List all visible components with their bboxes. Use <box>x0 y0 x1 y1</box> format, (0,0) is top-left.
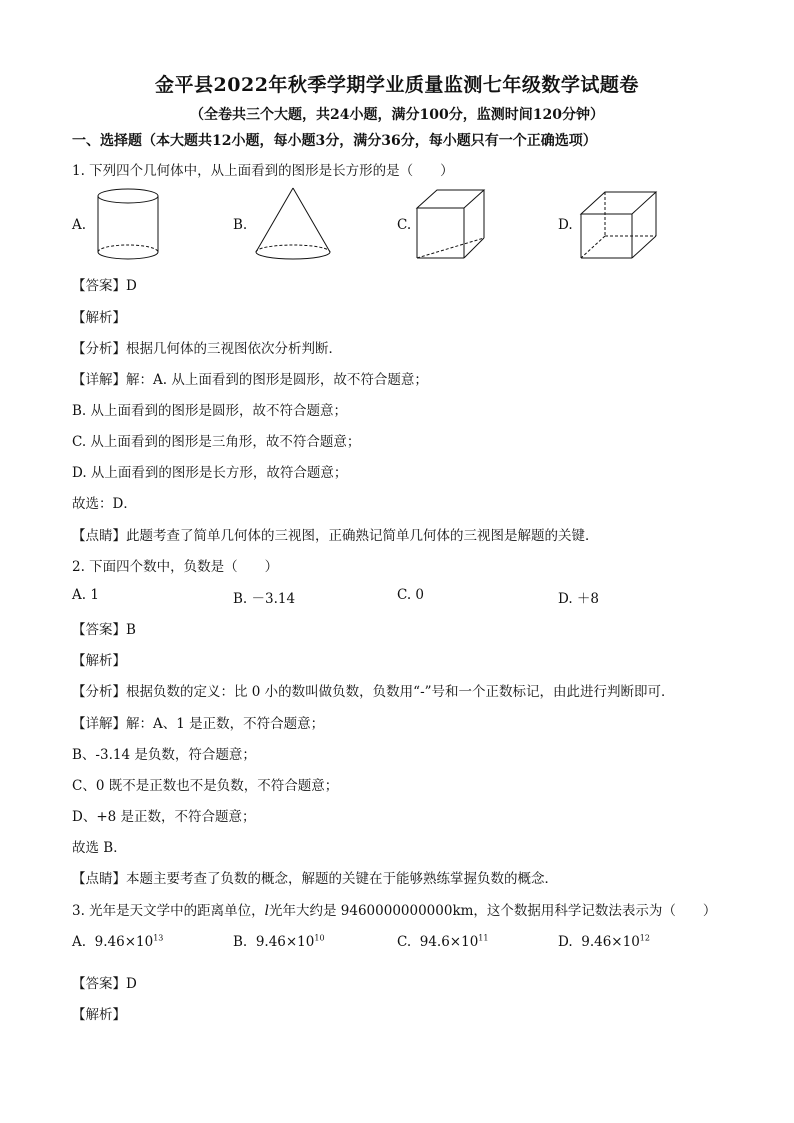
cuboid-figure <box>576 188 666 262</box>
q3-analysis-tag: 【解析】 <box>72 1007 126 1023</box>
option-exp: 12 <box>639 933 650 943</box>
dianjing-text: 此题考查了简单几何体的三视图，正确熟记简单几何体的三视图是解题的关键． <box>126 528 599 544</box>
q2-dianjing <box>72 867 558 887</box>
answer-tag: 【答案】 <box>72 976 126 992</box>
option-base: 94.6×10 <box>419 934 479 950</box>
option-base: 9.46×10 <box>255 934 315 950</box>
q3-stem-post: 光年大约是 9460000000000km，这个数据用科学记数法表示为（ ） <box>269 903 717 919</box>
xiangjie-tag: 【详解】 <box>72 372 126 388</box>
q1-line-d: D. 从上面看到的图形是长方形，故符合题意； <box>72 465 348 481</box>
q3-stem <box>72 899 716 919</box>
q1-analysis-tag: 【解析】 <box>72 310 126 326</box>
q2-line-d: D、+8 是正数，不符合题意； <box>72 809 256 825</box>
q3-option-b <box>233 934 325 950</box>
xiangjie-tag: 【详解】 <box>72 716 126 732</box>
q1-dianjing <box>72 524 599 544</box>
option-base: 9.46×10 <box>581 934 640 950</box>
fenxi-tag: 【分析】 <box>72 341 126 357</box>
q2-stem: 2. 下面四个数中，负数是（ ） <box>72 559 279 575</box>
q1-option-a-label: A. <box>72 217 87 233</box>
cylinder-figure <box>88 184 168 264</box>
fenxi-text: 根据几何体的三视图依次分析判断． <box>126 341 342 357</box>
q2-fenxi <box>72 680 675 700</box>
q2-answer <box>72 618 136 638</box>
q1-choice: 故选：D． <box>72 496 137 512</box>
answer-value: D <box>126 976 137 992</box>
q3-option-d <box>558 934 650 950</box>
answer-value: D <box>126 278 137 294</box>
option-label: A. <box>72 934 87 950</box>
option-label: C. <box>397 934 412 950</box>
option-label: B. <box>233 934 248 950</box>
fenxi-tag: 【分析】 <box>72 684 126 700</box>
dianjing-tag: 【点睛】 <box>72 528 126 544</box>
q2-line-c: C、0 既不是正数也不是负数，不符合题意； <box>72 778 339 794</box>
q1-line-c: C. 从上面看到的图形是三角形，故不符合题意； <box>72 434 361 450</box>
q1-option-c-label: C. <box>397 217 412 233</box>
q2-option-d: D. ＋8 <box>558 591 600 607</box>
q1-stem: 1. 下列四个几何体中，从上面看到的图形是长方形的是（ ） <box>72 163 454 179</box>
q2-xiangjie <box>72 712 324 732</box>
q3-stem-l: l <box>264 903 269 919</box>
q3-answer <box>72 972 137 992</box>
cone-figure <box>248 184 338 264</box>
q2-option-a: A. 1 <box>72 587 99 603</box>
q2-line-b: B、-3.14 是负数，符合题意； <box>72 747 256 763</box>
option-exp: 11 <box>478 933 489 943</box>
q2-choice: 故选 B． <box>72 840 127 856</box>
q1-fenxi <box>72 337 342 357</box>
triangular-prism-figure <box>412 186 492 262</box>
xiangjie-text: 解：A. 从上面看到的图形是圆形，故不符合题意； <box>126 372 428 388</box>
q2-analysis-tag: 【解析】 <box>72 653 126 669</box>
page-title: 金平县2022年秋季学期学业质量监测七年级数学试题卷 <box>155 74 639 96</box>
option-base: 9.46×10 <box>94 934 154 950</box>
page-subtitle: （全卷共三个大题，共24小题，满分100分，监测时间120分钟） <box>190 107 604 123</box>
q1-line-b: B. 从上面看到的图形是圆形，故不符合题意； <box>72 403 348 419</box>
q3-option-a <box>72 934 163 950</box>
option-exp: 13 <box>153 933 164 943</box>
answer-value: B <box>126 622 136 638</box>
answer-tag: 【答案】 <box>72 278 126 294</box>
section-heading: 一、选择题（本大题共12小题，每小题3分，满分36分，每小题只有一个正确选项） <box>72 133 597 149</box>
dianjing-text: 本题主要考查了负数的概念，解题的关键在于能够熟练掌握负数的概念． <box>126 871 558 887</box>
q2-option-b: B. －3.14 <box>233 591 296 607</box>
xiangjie-text: 解：A、1 是正数，不符合题意； <box>126 716 325 732</box>
option-label: D. <box>558 934 573 950</box>
q1-answer <box>72 274 137 294</box>
dianjing-tag: 【点睛】 <box>72 871 126 887</box>
option-exp: 10 <box>314 933 325 943</box>
q3-stem-pre: 3. 光年是天文学中的距离单位， <box>72 903 265 919</box>
answer-tag: 【答案】 <box>72 622 126 638</box>
q1-option-b-label: B. <box>233 217 248 233</box>
q1-option-d-label: D. <box>558 217 573 233</box>
q1-xiangjie <box>72 368 428 388</box>
fenxi-text: 根据负数的定义：比 0 小的数叫做负数，负数用“-”号和一个正数标记，由此进行判断即可． <box>126 684 675 700</box>
q2-option-c: C. 0 <box>397 587 425 603</box>
q3-option-c <box>397 934 488 950</box>
